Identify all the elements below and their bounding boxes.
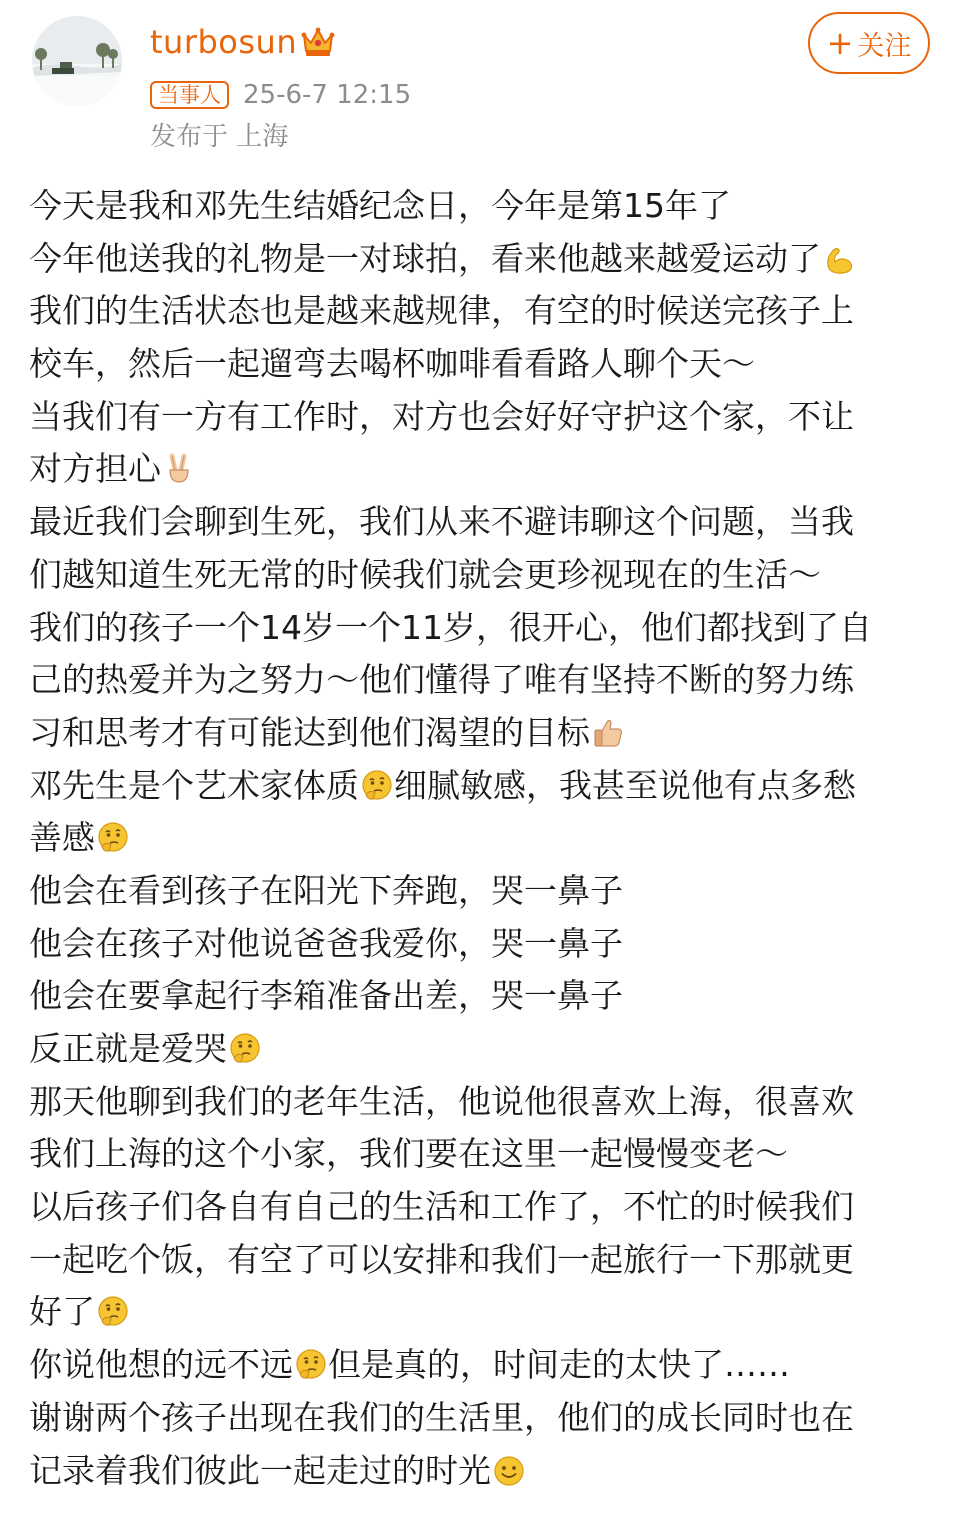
avatar[interactable] — [32, 16, 122, 106]
role-badge: 当事人 — [150, 81, 229, 109]
flexed-biceps-emoji-icon — [822, 239, 856, 273]
post-line-text: 们越知道生死无常的时候我们就会更珍视现在的生活～ — [29, 554, 821, 594]
post-line-text: 一起吃个饭，有空了可以安排和我们一起旅行一下那就更 — [29, 1239, 854, 1279]
post-line-text: 好了 — [29, 1292, 95, 1332]
post-line-text: 反正就是爱哭 — [29, 1029, 227, 1068]
post-content — [29, 180, 929, 1497]
post-line-text: 校车，然后一起遛弯去喝杯咖啡看看路人聊个天～ — [29, 344, 755, 384]
post-line-text: 今天是我和邓先生结婚纪念日，今年是第15年了 — [29, 186, 731, 225]
post-line — [29, 602, 929, 655]
avatar-snow-landscape-image — [32, 16, 122, 106]
post-line — [29, 1181, 929, 1234]
post-line-text: 谢谢两个孩子出现在我们的生活里，他们的成长同时也在 — [29, 1397, 854, 1437]
post-line — [29, 391, 929, 444]
author-name[interactable]: turbosun — [150, 23, 298, 61]
post-line — [29, 1128, 929, 1181]
post-line-text: 邓先生是个艺术家体质 — [29, 765, 359, 805]
post-line-text: 对方担心 — [29, 449, 161, 489]
post-line-text: 善感 — [29, 818, 95, 858]
post-line-text: 他会在看到孩子在阳光下奔跑，哭一鼻子 — [29, 870, 623, 910]
thinking-face-emoji-icon — [228, 1029, 262, 1063]
post-line-text-continued: 但是真的，时间走的太快了…… — [328, 1345, 790, 1385]
thinking-face-emoji-icon — [294, 1345, 328, 1379]
post-line — [29, 285, 929, 338]
post-line-text: 今年他送我的礼物是一对球拍，看来他越来越爱运动了 — [29, 238, 821, 278]
post-line-text: 他会在要拿起行李箱准备出差，哭一鼻子 — [29, 976, 623, 1016]
post-line-text: 你说他想的远不远 — [29, 1345, 293, 1385]
post-location: 发布于 上海 — [150, 122, 289, 152]
post-line-text: 那天他聊到我们的老年生活，他说他很喜欢上海，很喜欢 — [29, 1081, 854, 1121]
post-line — [29, 1445, 929, 1498]
post-timestamp: 25-6-7 12:15 — [243, 80, 412, 110]
post-line — [29, 338, 929, 391]
post-line-text: 我们的孩子一个14岁一个11岁，很开心，他们都找到了自 — [29, 607, 872, 647]
post-line — [29, 1076, 929, 1129]
smiling-face-emoji-icon — [492, 1451, 526, 1485]
victory-hand-emoji-icon — [162, 449, 196, 483]
post-line-text: 最近我们会聊到生死，我们从来不避讳聊这个问题，当我 — [29, 502, 854, 542]
post-line — [29, 1339, 929, 1392]
post-line-text: 当我们有一方有工作时，对方也会好好守护这个家，不让 — [29, 396, 854, 436]
post-line — [29, 1392, 929, 1445]
post-line — [29, 918, 929, 971]
follow-button[interactable] — [808, 12, 930, 74]
meta-row — [150, 78, 411, 112]
crown-icon — [300, 25, 336, 59]
thinking-face-emoji-icon — [360, 766, 394, 800]
thumbs-up-emoji-icon — [591, 713, 625, 747]
post-line — [29, 1023, 929, 1076]
post-line — [29, 970, 929, 1023]
post-line-text-continued: 细腻敏感，我甚至说他有点多愁 — [394, 765, 856, 805]
post-line — [29, 1234, 929, 1287]
post-line — [29, 812, 929, 865]
post-line — [29, 865, 929, 918]
thinking-face-emoji-icon — [96, 1292, 130, 1326]
post-line — [29, 443, 929, 496]
post-line-text: 记录着我们彼此一起走过的时光 — [29, 1450, 491, 1490]
post-line — [29, 654, 929, 707]
post-line-text: 习和思考才有可能达到他们渴望的目标 — [29, 712, 590, 752]
post-line — [29, 549, 929, 602]
post-line — [29, 496, 929, 549]
post-header — [0, 0, 960, 160]
post-line — [29, 760, 929, 813]
post-line — [29, 707, 929, 760]
follow-label: 关注 — [857, 30, 912, 62]
post-line — [29, 180, 929, 233]
post-line-text: 己的热爱并为之努力～他们懂得了唯有坚持不断的努力练 — [29, 660, 854, 700]
post-line — [29, 233, 929, 286]
post-line-text: 我们的生活状态也是越来越规律，有空的时候送完孩子上 — [29, 291, 854, 331]
post-line — [29, 1286, 929, 1339]
post-line-text: 我们上海的这个小家，我们要在这里一起慢慢变老～ — [29, 1134, 788, 1174]
post-line-text: 以后孩子们各自有自己的生活和工作了，不忙的时候我们 — [29, 1187, 854, 1227]
plus-icon: + — [826, 24, 854, 62]
thinking-face-emoji-icon — [96, 818, 130, 852]
post-line-text: 他会在孩子对他说爸爸我爱你，哭一鼻子 — [29, 923, 623, 963]
